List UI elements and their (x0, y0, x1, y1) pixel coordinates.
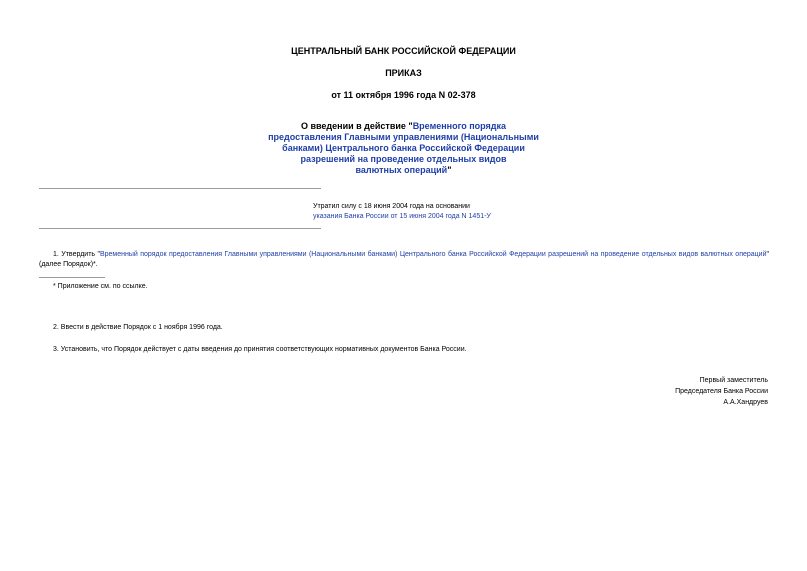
title-line-2 (0, 132, 807, 143)
title-link-part-4[interactable]: разрешений на проведение отдельных видов (300, 154, 507, 164)
footnote-divider (39, 277, 105, 278)
title-line-1 (0, 121, 807, 132)
title-link-part-5[interactable]: валютных операций (355, 165, 448, 175)
signature-name: А.А.Хандруев (723, 399, 768, 406)
doc-type: ПРИКАЗ (385, 68, 422, 78)
signature-line-1: Первый заместитель (699, 377, 768, 384)
org-name: ЦЕНТРАЛЬНЫЙ БАНК РОССИЙСКОЙ ФЕДЕРАЦИИ (291, 46, 516, 56)
status-link[interactable]: указания Банка России от 15 июня 2004 года N 1451-У (313, 213, 491, 220)
title-line-3 (0, 143, 807, 154)
date-line: от 11 октября 1996 года N 02-378 (331, 90, 476, 100)
title-suffix: " (447, 165, 452, 175)
title-link-part-2[interactable]: предоставления Главными управлениями (Национальными (268, 132, 539, 142)
paragraph-3: 3. Установить, что Порядок действует с даты введения до принятия соответствующих нормативных документов Банка России. (53, 346, 467, 353)
footnote: * Приложение см. по ссылке. (53, 283, 148, 290)
title-link-part-3[interactable]: банками) Центрального банка Российской Федерации (282, 143, 525, 153)
p1-suffix: " (далее Порядок)*. (39, 251, 769, 268)
p1-prefix: 1. Утвердить " (53, 251, 100, 258)
title-line-5 (0, 165, 807, 176)
title-link-part-1[interactable]: Временного порядка (412, 121, 507, 131)
title-prefix: О введении в действие " (300, 121, 413, 131)
divider-top (39, 188, 321, 189)
divider-bottom (39, 228, 321, 229)
title-line-4 (0, 154, 807, 165)
status-line: Утратил силу с 18 июня 2004 года на основании (313, 203, 470, 210)
paragraph-2: 2. Ввести в действие Порядок с 1 ноября 1996 года. (53, 324, 223, 331)
p1-link[interactable]: Временный порядок предоставления Главными управлениями (Национальными банками) Центрального банка Российской Федерации разрешений на проведение отдельных видов валютных операций (99, 251, 767, 258)
signature-line-2: Председателя Банка России (675, 388, 768, 395)
paragraph-1 (39, 250, 769, 270)
